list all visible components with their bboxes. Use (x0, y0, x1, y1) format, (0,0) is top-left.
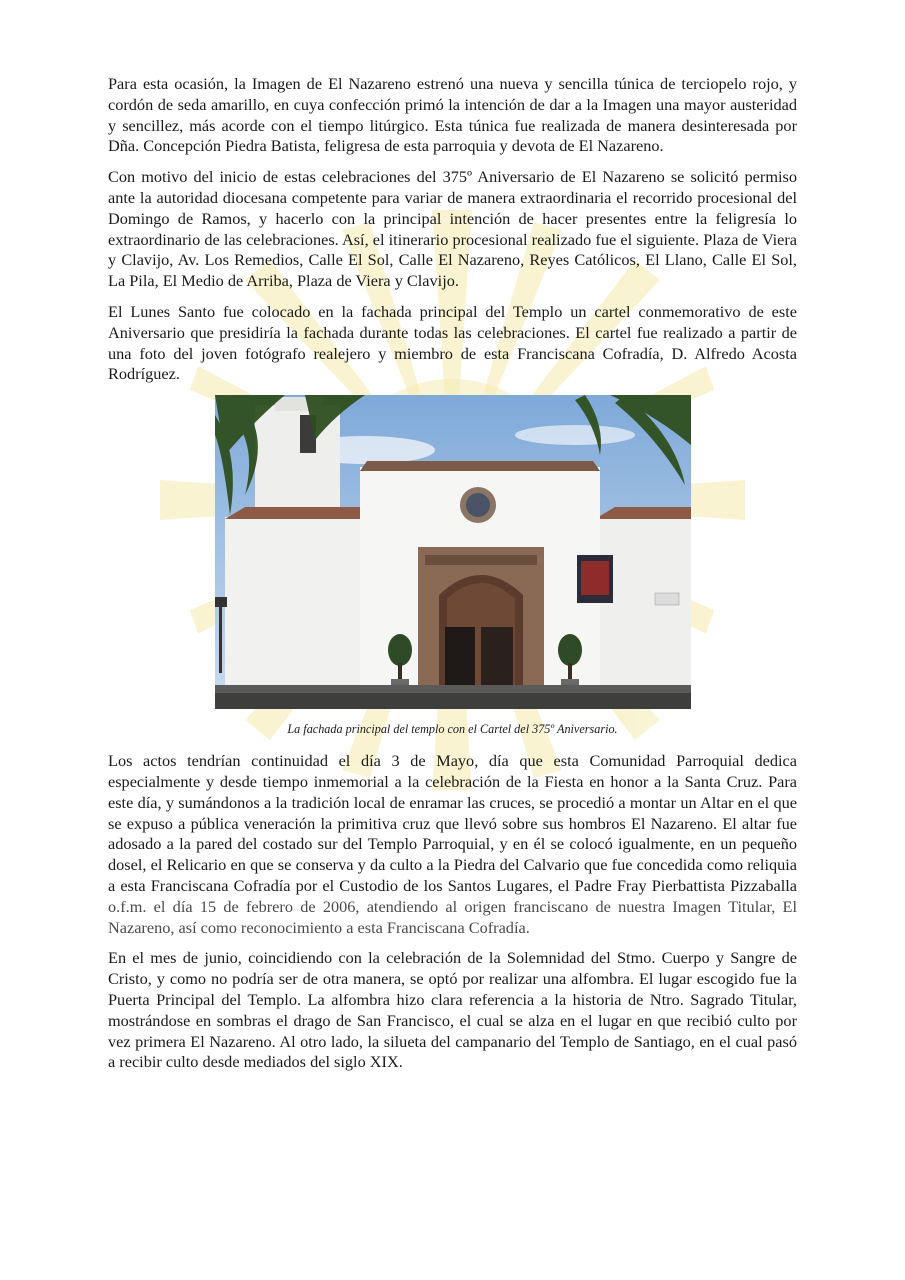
paragraph-santa-cruz-end: o.f.m. el día 15 de febrero de 2006, atendiendo al origen franciscano de nuestra Imagen Titular, El Nazareno, así como reconocimiento a esta Franciscana Cofradía. (108, 896, 797, 937)
church-figure (108, 395, 797, 737)
paragraph-procession: Con motivo del inicio de estas celebraciones del 375º Aniversario de El Nazareno se solicitó permiso ante la autoridad diocesana competente para variar de manera extraordinaria el recorrido procesional del Domingo de Ramos, y hacerlo con la principal intención de hacer presentes entre la feligresía lo extraordinario de las celebraciones. Así, el itinerario procesional realizado fue el siguiente. Plaza de Viera y Clavijo, Av. Los Remedios, Calle El Sol, Calle El Nazareno, Reyes Católicos, El Llano, Calle El Sol, La Pila, El Medio de Arriba, Plaza de Viera y Clavijo. (108, 167, 797, 291)
figure-caption: La fachada principal del templo con el Cartel del 375º Aniversario. (287, 722, 618, 737)
church-facade-photo (215, 395, 691, 709)
paragraph-santa-cruz-main: Los actos tendrían continuidad el día 3 de Mayo, día que esta Comunidad Parroquial dedica especialmente y desde tiempo inmemorial a la celebración de la Fiesta en honor a la Santa Cruz. Para este día, y sumándonos a la tradición local de enramar las cruces, se procedió a montar un Altar en el que se expuso a pública veneración la primitiva cruz que llevó sobre sus hombros El Nazareno. El altar fue adosado a la pared del costado sur del Templo Parroquial, y en él se colocó igualmente, en un pequeño dosel, el Relicario en que se conserva y da culto a la Piedra del Calvario que fue concedida como reliquia a esta Franciscana Cofradía por el Custodio de los Santos Lugares, el Padre Fray Pierbattista Pizzaballa (108, 751, 797, 895)
paragraph-poster: El Lunes Santo fue colocado en la fachada principal del Templo un cartel conmemorativo de este Aniversario que presidiría la fachada durante todas las celebraciones. El cartel fue realizado a partir de una foto del joven fotógrafo realejero y miembro de esta Franciscana Cofradía, D. Alfredo Acosta Rodríguez. (108, 301, 797, 384)
page-content (108, 74, 797, 1083)
paragraph-santa-cruz (108, 751, 797, 938)
paragraph-corpus-christi: En el mes de junio, coincidiendo con la celebración de la Solemnidad del Stmo. Cuerpo y Sangre de Cristo, y como no podría ser de otra manera, se optó por realizar una alfombra. El lugar escogido fue la Puerta Principal del Templo. La alfombra hizo clara referencia a la historia de Ntro. Sagrado Titular, mostrándose en sombras el drago de San Francisco, el cual se alza en el lugar en que recibió culto por vez primera El Nazareno. Al otro lado, la silueta del campanario del Templo de Santiago, en el cual pasó a recibir culto desde mediados del siglo XIX. (108, 948, 797, 1072)
paragraph-tunic: Para esta ocasión, la Imagen de El Nazareno estrenó una nueva y sencilla túnica de terciopelo rojo, y cordón de seda amarillo, en cuya confección primó la intención de dar a la Imagen una mayor austeridad y sencillez, más acorde con el tiempo litúrgico. Esta túnica fue realizada de manera desinteresada por Dña. Concepción Piedra Batista, feligresa de esta parroquia y devota de El Nazareno. (108, 74, 797, 156)
